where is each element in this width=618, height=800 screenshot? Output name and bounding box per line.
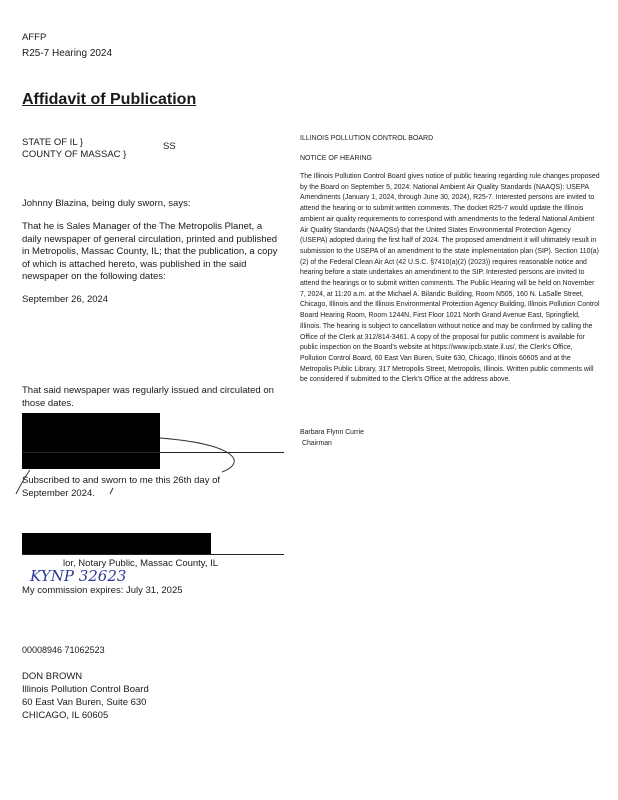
redacted-notary-name	[22, 533, 211, 555]
notary-line	[22, 554, 284, 555]
account-ids: 00008946 71062523	[22, 645, 105, 655]
publication-date: September 26, 2024	[22, 294, 109, 305]
notary-title: lor, Notary Public, Massac County, IL	[63, 558, 219, 569]
recipient-name: DON BROWN	[22, 671, 83, 682]
page-title: Affidavit of Publication	[22, 91, 197, 108]
venue-ss: SS	[163, 141, 176, 152]
notice-signer-title: Chairman	[302, 440, 332, 447]
header-docket: R25-7 Hearing 2024	[22, 48, 113, 59]
venue-county: COUNTY OF MASSAC }	[22, 149, 127, 160]
regularly-issued-statement: That said newspaper was regularly issued and circulated on those dates.	[22, 385, 274, 409]
affiant-statement: That he is Sales Manager of the The Metropolis Planet, a daily newspaper of general circulation, printed and published in Metropolis, Massac County, IL; that the publication, a copy of which is attached hereto, was published in the said newspaper on the following dates:	[22, 221, 278, 282]
handwritten-notary-id: KYNP 32623	[30, 567, 127, 585]
commission-expiry: My commission expires: July 31, 2025	[22, 585, 183, 596]
venue-state: STATE OF IL }	[22, 137, 84, 148]
affiant-oath: Johnny Blazina, being duly sworn, says:	[22, 198, 191, 209]
notice-heading: NOTICE OF HEARING	[300, 155, 372, 162]
notice-org: ILLINOIS POLLUTION CONTROL BOARD	[300, 135, 434, 142]
notice-body: The Illinois Pollution Control Board gives notice of public hearing regarding rule changes proposed by the Board on September 5, 2024: National Ambient Air Quality Standards (NAAQS): USEPA Amendments (January 1, 2024, through June 30, 2024), R25-7. Interested persons are invited to attend the hearing or to submit written comments. The docket R25-7 would update the Illinois ambient air quality requirements to correspond with amendments to the federal National Ambient Air Quality Standards (NAAQSs) that the United States Environmental Protection Agency (USEPA) adopted during the first half of 2024. The proposed amendment it will ultimately result in submission to the USEPA of an amendment to the state implementation plan (SIP). Section 110(a)(2) of the Federal Clean Air Act (42 U.S.C. §7410(a)(2) (2023)) requires reasonable notice and hearing before a state undertakes an amendment to the SIP. Interested persons are invited to attend the hearings or to submit written comments. The Public Hearing will be held on November 7, 2024, at 11:20 a.m. at the Michael A. Bilandic Building, Room N505, 160 N. LaSalle Street, Chicago, Illinois and the Illinois Environmental Protection Agency Building, Illinois Pollution Control Board Hearing Room, Room 1244N, First Floor 1021 North Grand Avenue East, Springfield, Illinois. The hearing is subject to cancellation without notice and may be confirmed by calling the Office of the Clerk at 312/814-3461. A copy of the proposal for public comment is available for public inspection on the Board's website at https://www.ipcb.state.il.us/, the Clerk's Office, Pollution Control Board, 60 East Van Buren, Suite 630, Chicago, Illinois 60605 and at the Metropolis Public Library, 317 Metropolis Street, Metropolis, Illinois. Written public comments will be considered if submitted to the Clerk's Office at the address above.	[300, 173, 600, 384]
recipient-city: CHICAGO, IL 60605	[22, 710, 109, 721]
recipient-address: 60 East Van Buren, Suite 630	[22, 697, 147, 708]
recipient-org: Illinois Pollution Control Board	[22, 684, 149, 695]
header-code: AFFP	[22, 32, 47, 43]
notice-signer: Barbara Flynn Currie	[300, 429, 364, 436]
subscribed-statement: Subscribed to and sworn to me this 26th day of September 2024.	[22, 475, 221, 499]
